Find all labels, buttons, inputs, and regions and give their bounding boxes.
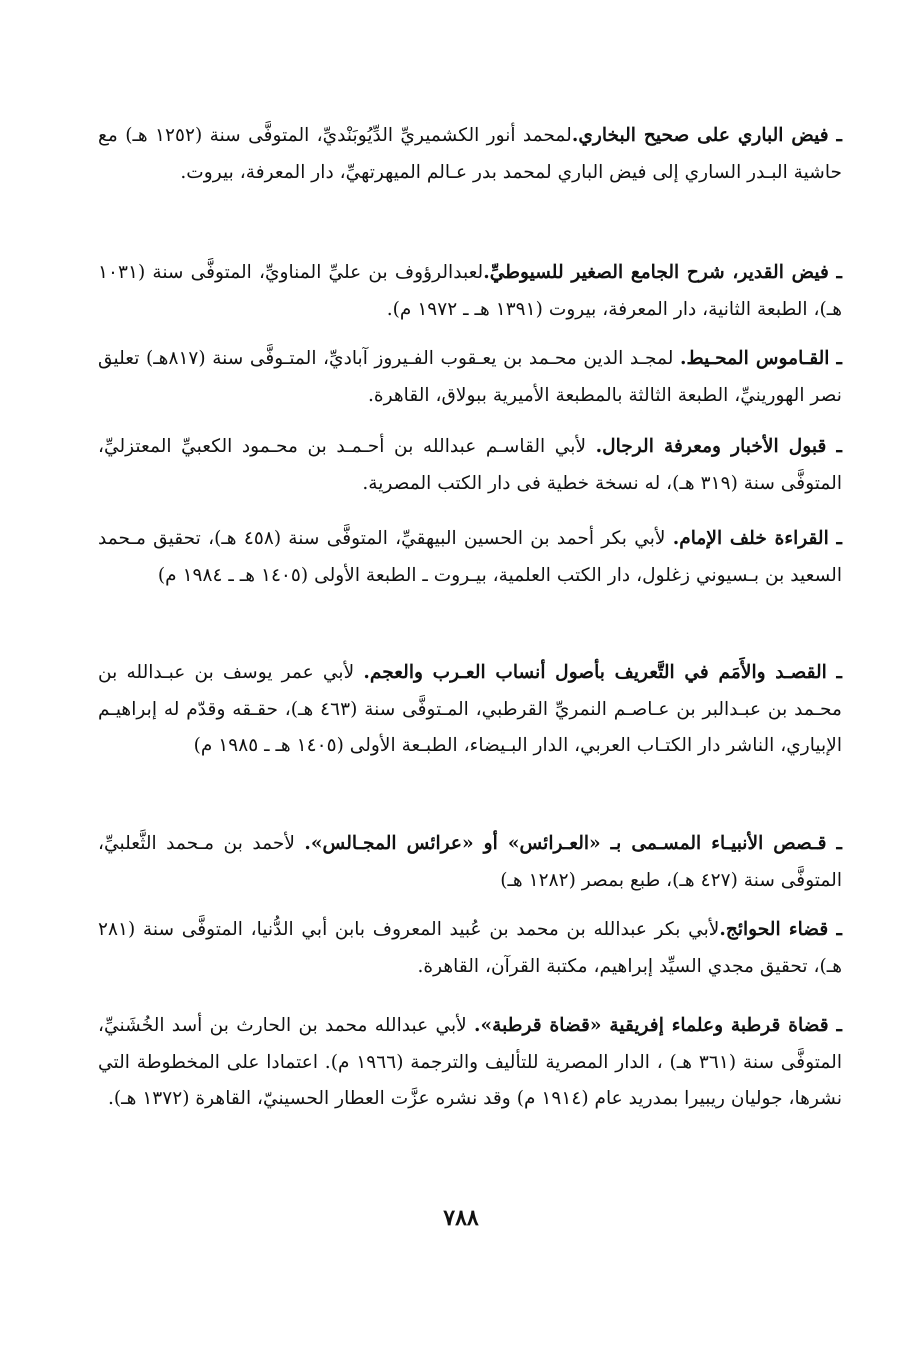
entry-details: لأبي بكر أحمد بن الحسين البيهقيِّ، المتوفَّى سنة (٤٥٨ هـ)، تحقيق مـحمد السعيد بن بـسيوني زغلول، دار الكتب العلمية، بيـروت ـ الطبعة الأولى (١٤٠٥ هـ ـ ١٩٨٤ م) xyxy=(98,528,842,586)
bibliography-entry xyxy=(98,429,842,502)
entry-details: لأبي بكر عبدالله بن محمد بن عُبيد المعروف بابن أبي الدُّنيا، المتوفَّى سنة (٢٨١ هـ)، تحقيق مجدي السيِّد إبراهيم، مكتبة القرآن، القاهرة. xyxy=(98,919,842,977)
entry-title: ـ قضاء الحوائج. xyxy=(719,919,843,940)
entry-title: ـ القصـد والأَمَم في التَّعريف بأصول أنساب العـرب والعجم. xyxy=(363,662,842,683)
entry-details: لأبي عمر يوسف بن عبـدالله بن محـمد بن عبـدالبر بن عـاصـم النمريِّ القرطبي، المـتوفَّى سنة (٤٦٣ هـ)، حقـقه وقدّم له إبراهيـم الإبياري، الناشر دار الكتـاب العربي، الدار البـيضاء، الطبـعة الأولى (١٤٠٥ هـ ـ ١٩٨٥ م) xyxy=(98,662,843,756)
bibliography-entry xyxy=(98,655,842,765)
entry-details: لمحمد أنور الكشميريِّ الدِّيُوبَنْديِّ، المتوفَّى سنة (١٢٥٢ هـ) مع حاشية البـدر الساري إلى فيض الباري لمحمد بدر عـالم الميهرتهيِّ، دار المعرفة، بيروت. xyxy=(98,125,842,183)
page-number: ٧٨٨ xyxy=(443,1205,479,1231)
bibliography-page xyxy=(98,118,842,1298)
entry-details: لأبي عبدالله محمد بن الحارث بن أسد الخُشَنيِّ، المتوفَّى سنة (٣٦١ هـ) ، الدار المصرية للتأليف والترجمة (١٩٦٦ م). اعتمادا على المخطوطة التي نشرها، جوليان ريبيرا بمدريد عام (١٩١٤ م) وقد نشره عزَّت العطار الحسينيّ، القاهرة (١٣٧٢ هـ). xyxy=(98,1015,842,1109)
entry-details: لأحمد بن مـحمد الثَّعلبيِّ، المتوفَّى سنة (٤٢٧ هـ)، طبع بمصر (١٢٨٢ هـ) xyxy=(98,833,842,891)
entry-title: ـ قضاة قرطبة وعلماء إفريقية «قضاة قرطبة». xyxy=(474,1015,842,1036)
entry-details: لمجـد الدين محـمد بن يعـقوب الفـيروز آباديِّ، المتـوفَّى سنة (٨١٧هـ) تعليق نصر الهورينيِّ، الطبعة الثالثة بالمطبعة الأميرية ببولاق، القاهرة. xyxy=(98,348,842,406)
bibliography-entry xyxy=(98,341,842,414)
entry-title: ـ القراءة خلف الإمام. xyxy=(672,528,843,549)
entry-title: ـ فيض الباري على صحيح البخاري. xyxy=(571,125,843,146)
entry-title: ـ القـاموس المحـيط. xyxy=(679,348,842,369)
entry-details: لعبدالرؤوف بن عليِّ المناويِّ، المتوفَّى سنة (١٠٣١ هـ)، الطبعة الثانية، دار المعرفة، بيروت (١٣٩١ هـ ـ ١٩٧٢ م). xyxy=(98,262,842,320)
bibliography-entry xyxy=(98,118,842,191)
bibliography-entry xyxy=(98,1008,842,1118)
bibliography-entry xyxy=(98,826,842,899)
entry-title: ـ قـصص الأنبيـاء المسـمى بـ «العـرائس» أو «عرائس المجـالس». xyxy=(304,833,842,854)
entry-title: ـ قبول الأخبار ومعرفة الرجال. xyxy=(595,436,842,457)
entry-title: ـ فيض القدير، شرح الجامع الصغير للسيوطيِّ. xyxy=(483,262,843,283)
bibliography-entry xyxy=(98,255,842,328)
bibliography-entry xyxy=(98,521,842,594)
bibliography-entry xyxy=(98,912,842,985)
entry-details: لأبي القاسـم عبدالله بن أحـمـد بن محـمود الكعبيِّ المعتزليِّ، المتوفَّى سنة (٣١٩ هـ)، له نسخة خطية فى دار الكتب المصرية. xyxy=(98,436,842,494)
